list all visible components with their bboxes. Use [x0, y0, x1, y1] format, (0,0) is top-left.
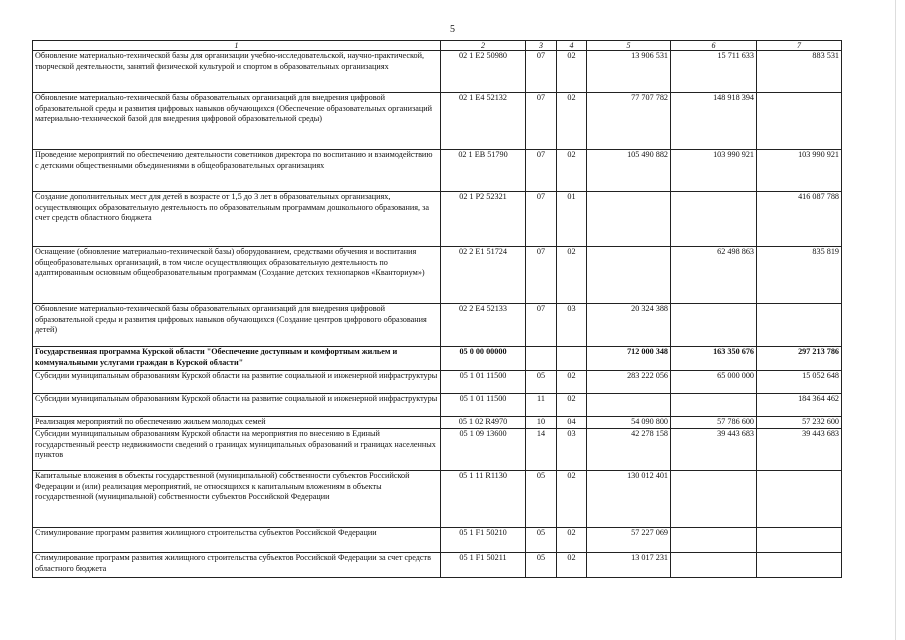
- row-code-cell: 02 1 EВ 51790: [441, 150, 526, 192]
- row-name-cell: Субсидии муниципальным образованиям Курской области на развитие социальной и инженерной инфраструктуры: [33, 394, 441, 417]
- row-value-6-cell: 148 918 394: [671, 93, 757, 150]
- table-row: [33, 247, 842, 304]
- table-row: [33, 93, 842, 150]
- row-name-cell: Капитальные вложения в объекты государственной (муниципальной) собственности субъектов Российской Федерации и (или) реализация мероприятий, не относящихся к капитальным вложениям в объекты государственной (муниципальной) собственности субъектов Российской Федерации: [33, 471, 441, 528]
- row-value-6-cell: [671, 304, 757, 347]
- row-name-cell: Стимулирование программ развития жилищного строительства субъектов Российской Федерации: [33, 528, 441, 553]
- row-value-5-cell: 105 490 882: [587, 150, 671, 192]
- row-value-7-cell: 883 531: [757, 51, 842, 93]
- row-value-5-cell: [587, 394, 671, 417]
- row-value-5-cell: 54 090 800: [587, 417, 671, 429]
- scan-edge-line: [895, 0, 896, 640]
- row-section-cell: 11: [526, 394, 557, 417]
- row-section-cell: [526, 347, 557, 371]
- row-code-cell: 05 0 00 00000: [441, 347, 526, 371]
- table-row: [33, 304, 842, 347]
- row-value-6-cell: 163 350 676: [671, 347, 757, 371]
- table-row: [33, 471, 842, 528]
- row-name-cell: Стимулирование программ развития жилищного строительства субъектов Российской Федерации за счет средств областного бюджета: [33, 553, 441, 578]
- row-name-cell: Обновление материально-технической базы образовательных организаций для внедрения цифровой образовательной среды и развития цифровых навыков обучающихся (Обеспечение образовательных организаций материально-технической базой для внедрения цифровой образовательной среды): [33, 93, 441, 150]
- page-number: 5: [450, 24, 455, 35]
- row-section-cell: 05: [526, 553, 557, 578]
- row-code-cell: 02 1 P2 52321: [441, 192, 526, 247]
- row-value-7-cell: [757, 304, 842, 347]
- header-cell-7: 7: [757, 41, 842, 51]
- row-value-6-cell: 103 990 921: [671, 150, 757, 192]
- row-value-5-cell: 130 012 401: [587, 471, 671, 528]
- row-code-cell: 05 1 01 11500: [441, 371, 526, 394]
- row-value-7-cell: [757, 93, 842, 150]
- row-code-cell: 05 1 F1 50211: [441, 553, 526, 578]
- row-value-5-cell: 283 222 056: [587, 371, 671, 394]
- row-value-6-cell: 57 786 600: [671, 417, 757, 429]
- row-value-7-cell: 39 443 683: [757, 429, 842, 471]
- row-subsection-cell: 02: [557, 51, 587, 93]
- row-name-cell: Обновление материально-технической базы образовательных организаций для внедрения цифровой образовательной среды и развития цифровых навыков обучающихся (Создание центров цифрового образования детей): [33, 304, 441, 347]
- row-value-6-cell: 65 000 000: [671, 371, 757, 394]
- header-cell-5: 5: [587, 41, 671, 51]
- table-header-row: [33, 41, 842, 51]
- row-value-7-cell: [757, 528, 842, 553]
- row-code-cell: 05 1 F1 50210: [441, 528, 526, 553]
- row-value-5-cell: [587, 192, 671, 247]
- header-cell-4: 4: [557, 41, 587, 51]
- row-value-5-cell: 13 906 531: [587, 51, 671, 93]
- row-value-6-cell: 39 443 683: [671, 429, 757, 471]
- row-value-6-cell: [671, 394, 757, 417]
- row-section-cell: 07: [526, 51, 557, 93]
- row-value-5-cell: 57 227 069: [587, 528, 671, 553]
- row-value-6-cell: 62 498 863: [671, 247, 757, 304]
- table-row: [33, 150, 842, 192]
- budget-table: [32, 40, 842, 578]
- table-row: [33, 192, 842, 247]
- row-code-cell: 02 2 E4 52133: [441, 304, 526, 347]
- row-section-cell: 07: [526, 93, 557, 150]
- row-name-cell: Реализация мероприятий по обеспечению жильем молодых семей: [33, 417, 441, 429]
- row-name-cell: Оснащение (обновление материально-технической базы) оборудованием, средствами обучения и воспитания общеобразовательных организаций, в том числе осуществляющих образовательную деятельность по адаптированным основным общеобразовательным программам (Создание детских технопарков «Кванториум»): [33, 247, 441, 304]
- row-value-6-cell: [671, 528, 757, 553]
- row-subsection-cell: 02: [557, 471, 587, 528]
- row-subsection-cell: [557, 347, 587, 371]
- row-section-cell: 07: [526, 247, 557, 304]
- row-name-cell: Проведение мероприятий по обеспечению деятельности советников директора по воспитанию и взаимодействию с детскими общественными объединениями в общеобразовательных организациях: [33, 150, 441, 192]
- row-subsection-cell: 02: [557, 528, 587, 553]
- row-subsection-cell: 02: [557, 371, 587, 394]
- table-row: [33, 553, 842, 578]
- row-section-cell: 10: [526, 417, 557, 429]
- header-cell-2: 2: [441, 41, 526, 51]
- row-section-cell: 05: [526, 371, 557, 394]
- row-value-7-cell: 835 819: [757, 247, 842, 304]
- table-row: [33, 528, 842, 553]
- row-subsection-cell: 02: [557, 553, 587, 578]
- row-code-cell: 05 1 01 11500: [441, 394, 526, 417]
- row-subsection-cell: 02: [557, 150, 587, 192]
- row-value-5-cell: 77 707 782: [587, 93, 671, 150]
- table-row: [33, 51, 842, 93]
- row-name-cell: Субсидии муниципальным образованиям Курской области на развитие социальной и инженерной инфраструктуры: [33, 371, 441, 394]
- row-subsection-cell: 02: [557, 394, 587, 417]
- row-code-cell: 05 1 02 R4970: [441, 417, 526, 429]
- table-row: [33, 429, 842, 471]
- row-value-5-cell: 42 278 158: [587, 429, 671, 471]
- row-name-cell: Субсидии муниципальным образованиям Курской области на мероприятия по внесению в Единый государственный реестр недвижимости сведений о границах муниципальных образований и границах населенных пунктов: [33, 429, 441, 471]
- row-code-cell: 05 1 11 R1130: [441, 471, 526, 528]
- row-name-cell: Обновление материально-технической базы для организации учебно-исследовательской, научно-практической, творческой деятельности, занятий физической культурой и спортом в образовательных организациях: [33, 51, 441, 93]
- row-value-5-cell: [587, 247, 671, 304]
- row-code-cell: 02 1 E2 50980: [441, 51, 526, 93]
- row-value-5-cell: 13 017 231: [587, 553, 671, 578]
- row-section-cell: 14: [526, 429, 557, 471]
- row-value-6-cell: [671, 192, 757, 247]
- row-value-7-cell: 57 232 600: [757, 417, 842, 429]
- row-subsection-cell: 04: [557, 417, 587, 429]
- row-section-cell: 05: [526, 528, 557, 553]
- row-value-7-cell: 297 213 786: [757, 347, 842, 371]
- row-name-cell: Государственная программа Курской области "Обеспечение доступным и комфортным жильем и коммунальными услугами граждан в Курской области": [33, 347, 441, 371]
- row-subsection-cell: 01: [557, 192, 587, 247]
- row-value-7-cell: 184 364 462: [757, 394, 842, 417]
- row-value-7-cell: [757, 471, 842, 528]
- table-row: [33, 394, 842, 417]
- row-section-cell: 05: [526, 471, 557, 528]
- table-row: [33, 347, 842, 371]
- row-value-7-cell: 103 990 921: [757, 150, 842, 192]
- row-subsection-cell: 02: [557, 247, 587, 304]
- header-cell-6: 6: [671, 41, 757, 51]
- row-section-cell: 07: [526, 304, 557, 347]
- row-subsection-cell: 02: [557, 93, 587, 150]
- header-cell-3: 3: [526, 41, 557, 51]
- row-value-6-cell: [671, 471, 757, 528]
- row-code-cell: 02 1 E4 52132: [441, 93, 526, 150]
- row-name-cell: Создание дополнительных мест для детей в возрасте от 1,5 до 3 лет в образовательных организациях, осуществляющих образовательную деятельность по образовательным программам дошкольного образования, за счет средств областного бюджета: [33, 192, 441, 247]
- row-section-cell: 07: [526, 192, 557, 247]
- row-value-6-cell: [671, 553, 757, 578]
- table-row: [33, 371, 842, 394]
- row-value-6-cell: 15 711 633: [671, 51, 757, 93]
- row-value-7-cell: 416 087 788: [757, 192, 842, 247]
- row-subsection-cell: 03: [557, 304, 587, 347]
- row-subsection-cell: 03: [557, 429, 587, 471]
- table-row: [33, 417, 842, 429]
- row-code-cell: 02 2 E1 51724: [441, 247, 526, 304]
- row-value-7-cell: [757, 553, 842, 578]
- row-value-7-cell: 15 052 648: [757, 371, 842, 394]
- header-cell-1: 1: [33, 41, 441, 51]
- row-value-5-cell: 20 324 388: [587, 304, 671, 347]
- row-value-5-cell: 712 000 348: [587, 347, 671, 371]
- row-section-cell: 07: [526, 150, 557, 192]
- row-code-cell: 05 1 09 13600: [441, 429, 526, 471]
